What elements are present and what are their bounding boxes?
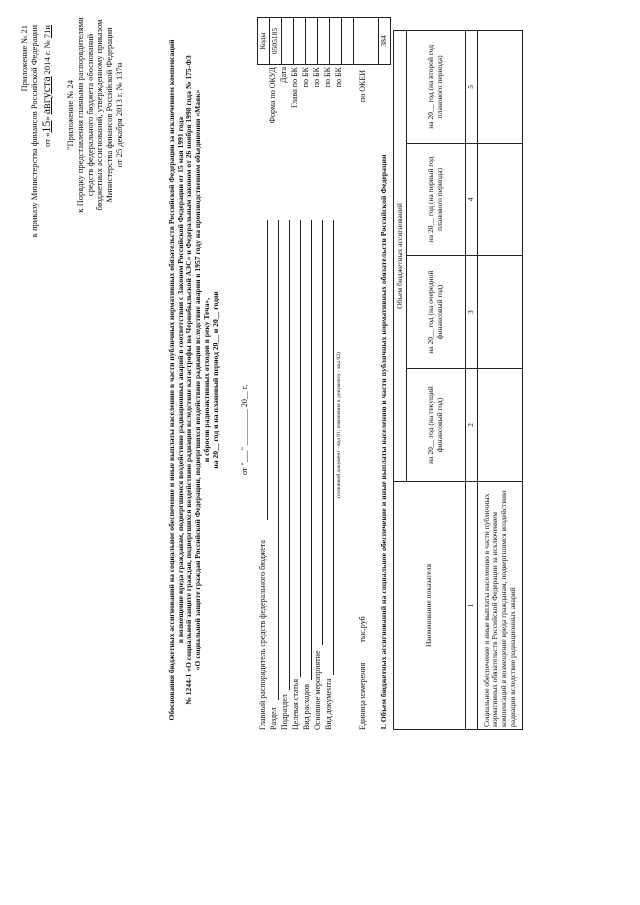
code-okud: 0505185: [270, 18, 282, 65]
field-label: Подраздел: [280, 694, 289, 730]
codes-header: Коды: [258, 18, 270, 65]
title-line: № 1244-1 «О социальной защите граждан, подвергшихся воздействию радиации вследствие катастрофы на Чернобыльской АЭС» и Федеральным законом от 26 ноября 1998 года № 175-ФЗ: [184, 55, 194, 705]
field-underline: [278, 220, 279, 700]
code-cell: [342, 18, 354, 65]
code-okei: 384: [379, 18, 391, 65]
unit-label: Единица измерения: [358, 662, 367, 730]
col-header: на 20__ год (на текущий финансовый год): [407, 369, 466, 482]
col-group-header: Объем бюджетных ассигнований: [394, 31, 407, 482]
okei-label: по ОКЕИ: [358, 70, 367, 103]
value-cell: [478, 31, 523, 144]
title-line: Обоснования бюджетных ассигнований на социальное обеспечение и иные выплаты населению в части публичных нормативных обязательств Российской Федерации за исключением компенсаций: [167, 39, 176, 721]
col-header: на 20__ год (на первый год планового периода): [407, 143, 466, 256]
col-number: 1: [466, 481, 478, 729]
appendix-line: к Порядку представления главными распорядителями: [74, 17, 85, 213]
unit-row: [358, 616, 367, 730]
codes-table: [257, 17, 391, 65]
code-cell: [354, 18, 379, 65]
field-label: Вид документа: [324, 678, 333, 730]
field-label: Главный распорядитель средств федерального бюджета: [258, 540, 267, 730]
col-header: на 20__ год (на очередной финансовый год): [407, 256, 466, 369]
doc-note: (основной документ - код 01; изменения к документу - код 02): [336, 352, 342, 498]
field-label: Целевая статья: [291, 678, 300, 730]
order-header: [20, 25, 53, 265]
left-fields: [258, 540, 335, 730]
field-underline: [311, 220, 312, 680]
section-title: 1. Объем бюджетных ассигнований на социальное обеспечение и иные выплаты населению в части публичных нормативных обязательств Российской Федерации: [379, 154, 388, 730]
right-label: Глава по БК: [290, 67, 299, 108]
order-header-line1: Приложение № 21: [19, 25, 29, 92]
right-label: по БК: [323, 67, 332, 88]
col-name-header: Наименование показателя: [394, 481, 466, 729]
col-number: 2: [466, 369, 478, 482]
right-label: Дата: [279, 67, 288, 83]
right-labels: [268, 67, 345, 155]
col-number: 4: [466, 143, 478, 256]
code-cell: [306, 18, 318, 65]
appendix-line: бюджетных ассигнований, утвержденному приказом: [94, 19, 105, 211]
row-name: Социальное обеспечение и иные выплаты населению в части публичных нормативных обязательств Российской Федерации за исключением компенсаций в возмещение вреда гражданам, подвергшимся воздействию радиации вследствие радиационных аварий: [478, 481, 523, 729]
title-line: и сбросов радиоактивных отходов в реку Теча»,: [201, 297, 211, 463]
field-underline: [289, 220, 290, 690]
col-header: на 20__ год (на второй год планового периода): [407, 31, 466, 144]
field-underline: [322, 220, 323, 645]
right-label: по БК: [301, 67, 310, 88]
main-table: [393, 30, 523, 730]
right-label: Форма по ОКУД: [268, 67, 277, 124]
order-header-line2: к приказу Министерства финансов Российской Федерации: [28, 25, 39, 238]
field-underline: [267, 220, 268, 520]
title-line: «О социальной защите граждан Российской Федерации, подвергшихся воздействию радиации вследствие аварии в 1957 году на производственном объединении «Маяк»: [193, 89, 203, 671]
col-number: 3: [466, 256, 478, 369]
field-label: Раздел: [269, 707, 278, 730]
code-cell: [294, 18, 306, 65]
code-cell: [318, 18, 330, 65]
right-label: по БК: [312, 67, 321, 88]
appendix-line: "Приложение № 24: [65, 80, 75, 150]
appendix-line: средств федерального бюджета обоснований: [84, 33, 95, 197]
unit-value: тыс.руб: [358, 616, 367, 643]
field-underline: [300, 220, 301, 677]
title-line: в возмещение вреда гражданам, подвергшимся воздействию радиационных аварий в соответствии с Законом Российской Федерации от 15 мая 1991 года: [175, 116, 185, 644]
appendix-block: [66, 10, 125, 220]
title-line: на 20__ год и на плановый период 20__ и 20__ годов: [210, 291, 220, 469]
value-cell: [478, 143, 523, 256]
col-number: 5: [466, 31, 478, 144]
document-title: [168, 30, 220, 730]
field-underline: [333, 220, 334, 675]
field-label: Основное мероприятие: [313, 650, 322, 730]
appendix-line: Министерства финансов Российской Федерации: [104, 27, 115, 203]
date-line: от "___" _________ 20__ г.: [240, 384, 249, 475]
value-cell: [478, 369, 523, 482]
code-cell: [330, 18, 342, 65]
right-label: по БК: [334, 67, 343, 88]
appendix-line: от 25 декабря 2013 г. № 137н: [113, 62, 124, 168]
field-label: Вид расходов: [302, 684, 311, 730]
code-cell: [282, 18, 294, 65]
value-cell: [478, 256, 523, 369]
order-header-line3: от «15» августа 2014 г. № 71н: [38, 25, 53, 147]
